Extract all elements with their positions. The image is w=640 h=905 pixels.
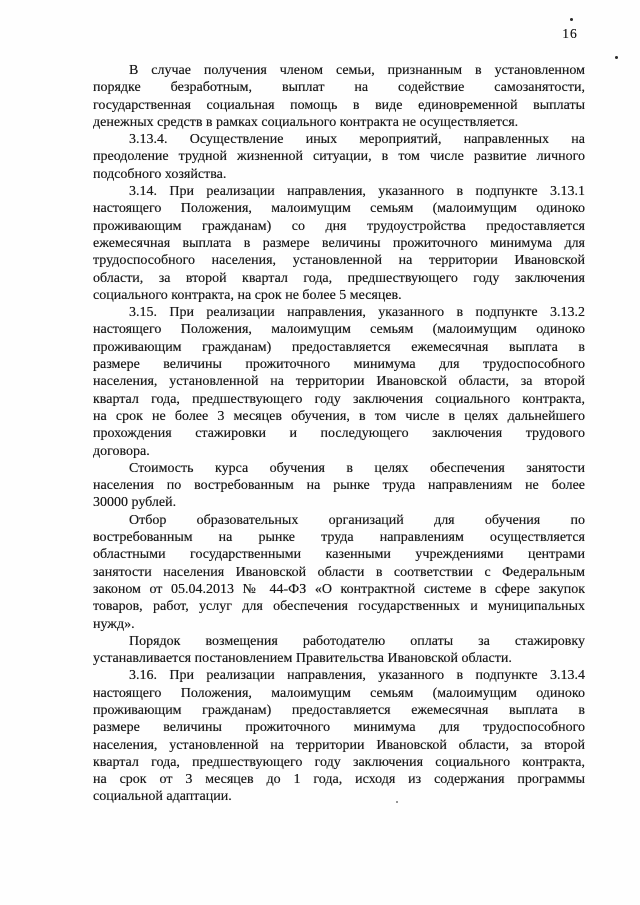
text-line: прохождения стажировки и последующего заключения трудового [93,426,585,442]
text-line: населения по востребованным на рынке труда направлениям не более [93,478,585,494]
text-line: 3.13.4. Осуществление иных мероприятий, направленных на [129,132,585,148]
paragraph [93,460,585,512]
text-line: проживающим гражданам) предоставляется ежемесячная выплата в [93,702,585,718]
text-line: квартал года, предшествующего году заключения социального контракта, [93,754,585,770]
text-line: Отбор образовательных организаций для обучения по [129,512,585,528]
text-line: Порядок возмещения работодателю оплаты за стажировку [129,633,585,649]
text-line: на срок не более 3 месяцев обучения, в том числе в целях дальнейшего [93,408,585,424]
text-line: ежемесячная выплата в размере величины прожиточного минимума для [93,235,585,251]
text-line: настоящего Положения, малоимущим семьям (малоимущим одиноко [93,685,585,701]
page-number: 16 [562,26,578,41]
text-line: социальной адаптации. [93,789,232,805]
paragraph [93,512,585,633]
text-line: населения, установленной на территории Ивановской области, за второй [93,374,585,390]
text-line: проживающим гражданам) предоставляется ежемесячная выплата в [93,339,585,355]
text-line: преодоление трудной жизненной ситуации, в том числе развитие личного [93,149,585,165]
text-line: настоящего Положения, малоимущим семьям (малоимущим одиноко [93,322,585,338]
text-line: на срок от 3 месяцев до 1 года, исходя из содержания программы [93,772,585,788]
paragraph [93,183,585,304]
text-line: товаров, работ, услуг для обеспечения государственных и муниципальных [93,599,585,615]
document-body [93,62,585,806]
text-line: населения, установленной на территории Ивановской области, за второй [93,737,585,753]
text-line: областными государственными казенными учреждениями центрами [93,547,585,563]
text-line: договора. [93,443,150,459]
text-line: Стоимость курса обучения в целях обеспечения занятости [129,460,585,476]
scan-speck [615,56,618,59]
paragraph [93,62,585,131]
text-line: 3.14. При реализации направления, указанного в подпункте 3.13.1 [129,184,585,200]
scan-speck [570,18,573,21]
text-line: 3.15. При реализации направления, указанного в подпункте 3.13.2 [129,305,585,321]
text-line: размере величины прожиточного минимума для трудоспособного [93,720,585,736]
text-line: устанавливается постановлением Правительства Ивановской области. [93,651,512,667]
paragraph [93,667,585,805]
text-line: размере величины прожиточного минимума для трудоспособного [93,357,585,373]
paragraph [93,304,585,460]
text-line: 30000 рублей. [93,495,177,511]
text-line: проживающим гражданам) со дня трудоустройства предоставляется [93,218,585,234]
text-line: законом от 05.04.2013 № 44-ФЗ «О контрактной системе в сфере закупок [93,581,585,597]
text-line: востребованным на рынке труда направлениям осуществляется [93,530,585,546]
text-line: занятости населения Ивановской области в соответствии с Федеральным [93,564,585,580]
text-line: государственная социальная помощь в виде единовременной выплаты [93,97,585,113]
paragraph [93,131,585,183]
paragraph [93,633,585,668]
text-line: 3.16. При реализации направления, указанного в подпункте 3.13.4 [129,668,585,684]
text-line: нужд». [93,616,135,632]
text-line: настоящего Положения, малоимущим семьям (малоимущим одиноко [93,201,585,217]
text-line: трудоспособного населения, установленной на территории Ивановской [93,253,585,269]
text-line: области, за второй квартал года, предшествующего году заключения [93,270,585,286]
text-line: В случае получения членом семьи, признанным в установленном [129,63,585,78]
text-line: порядке безработным, выплат на содействие самозанятости, [93,80,585,96]
text-line: социального контракта, на срок не более 5 месяцев. [93,287,402,303]
text-line: денежных средств в рамках социального контракта не осуществляется. [93,114,519,130]
text-line: квартал года, предшествующего году заключения социального контракта, [93,391,585,407]
text-line: подсобного хозяйства. [93,166,227,182]
